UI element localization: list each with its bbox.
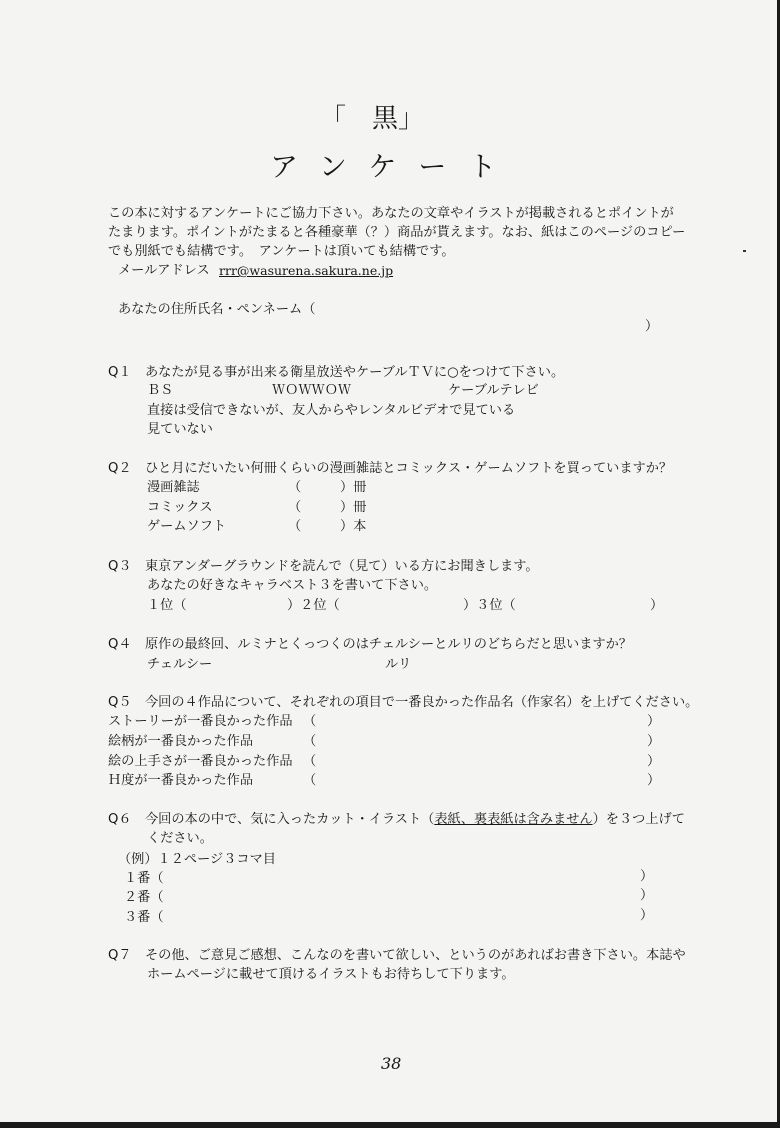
q6-text-underlined: 表紙、裏表紙は含みません bbox=[434, 812, 593, 827]
q3-rank-1: １位（ bbox=[147, 598, 187, 613]
q6-number: Q６ bbox=[108, 812, 132, 827]
q2-open-magazine: （ bbox=[288, 480, 302, 495]
q5-number: Q５ bbox=[108, 695, 132, 710]
intro-line-3: でも別紙でも結構です。 アンケートは頂いても結構です。 bbox=[108, 244, 455, 259]
q5-label-art: 絵柄が一番良かった作品 bbox=[108, 734, 254, 749]
q2-label-magazine: 漫画雑誌 bbox=[147, 480, 200, 495]
page-title: 「 黒」 bbox=[320, 104, 425, 134]
q2-close-games: ）本 bbox=[340, 519, 367, 534]
q6-close-1: ） bbox=[640, 869, 654, 884]
intro-line-2: たまります。ポイントがたまると各種豪華（？）商品が貰えます。なお、紙はこのページのコピー bbox=[108, 225, 686, 240]
intro-line-1: この本に対するアンケートにご協力下さい。あなたの文章やイラストが掲載されるとポイントが bbox=[108, 206, 674, 221]
q3-rank-3: ）３位（ bbox=[463, 598, 516, 613]
q3-rank-close: ） bbox=[650, 598, 664, 613]
scan-edge-bottom bbox=[0, 1122, 780, 1128]
q1-option-wowwow: ＷＯＷＷＯＷ bbox=[272, 383, 352, 398]
q6-item-1: １番（ bbox=[124, 871, 164, 886]
q2-label-games: ゲームソフト bbox=[147, 519, 227, 534]
q1-option-cable: ケーブルテレビ bbox=[448, 383, 539, 398]
q2-close-magazine: ）冊 bbox=[340, 480, 367, 495]
q4-option-chelsea: チェルシー bbox=[147, 657, 213, 672]
q5-open-story: （ bbox=[303, 714, 317, 729]
q7-text-2: ホームページに載せて頂けるイラストもお待ちして下ります。 bbox=[147, 967, 515, 982]
q3-rank-2: ）２位（ bbox=[287, 598, 340, 613]
q5-close-story: ） bbox=[647, 714, 661, 729]
scan-speck bbox=[743, 250, 746, 252]
q5-label-skill: 絵の上手さが一番良かった作品 bbox=[108, 754, 293, 769]
q7-number: Q７ bbox=[108, 948, 132, 963]
q6-example: （例）１２ページ３コマ目 bbox=[118, 852, 276, 867]
q2-open-comics: （ bbox=[288, 500, 302, 515]
q5-close-art: ） bbox=[647, 734, 661, 749]
page-number: 38 bbox=[381, 1054, 402, 1073]
q5-close-skill: ） bbox=[647, 754, 661, 769]
q4-number: Q４ bbox=[108, 637, 132, 652]
q6-text bbox=[145, 808, 685, 827]
q7-text: その他、ご意見ご感想、こんなのを書いて欲しい、というのがあればお書き下さい。本誌や bbox=[145, 948, 686, 963]
q4-text: 原作の最終回、ルミナとくっつくのはチェルシーとルリのどちらだと思いますか？ bbox=[145, 637, 632, 652]
q5-open-h: （ bbox=[303, 773, 317, 788]
q1-option-rental: 直接は受信できないが、友人からやレンタルビデオで見ている bbox=[147, 403, 516, 418]
q2-text: ひと月にだいたい何冊くらいの漫画雑誌とコミックス・ゲームソフトを買っていますか？ bbox=[145, 461, 673, 476]
page-subtitle: アンケート bbox=[270, 150, 519, 183]
q6-close-3: ） bbox=[640, 908, 654, 923]
q1-option-none: 見ていない bbox=[147, 422, 213, 437]
mail-address-link[interactable]: rrr@wasurena.sakura.ne.jp bbox=[219, 263, 394, 278]
q3-text-2: あなたの好きなキャラベスト３を書いて下さい。 bbox=[147, 578, 438, 593]
q6-close-2: ） bbox=[640, 888, 654, 903]
q5-open-skill: （ bbox=[303, 754, 317, 769]
q3-number: Q３ bbox=[108, 559, 132, 574]
q5-text: 今回の４作品について、それぞれの項目で一番良かった作品名（作家名）を上げてください。 bbox=[145, 695, 699, 710]
q4-option-ruri: ルリ bbox=[385, 657, 412, 672]
q5-label-story: ストーリーが一番良かった作品 bbox=[108, 714, 293, 729]
q2-open-games: （ bbox=[288, 519, 302, 534]
q1-text: あなたが見る事が出来る衛星放送やケーブルＴＶに○をつけて下さい。 bbox=[145, 365, 565, 380]
q3-text: 東京アンダーグラウンドを読んで（見て）いる方にお聞きします。 bbox=[145, 559, 539, 574]
q6-item-3: ３番（ bbox=[124, 910, 164, 925]
q2-number: Q２ bbox=[108, 461, 132, 476]
q6-text-a: 今回の本の中で、気に入ったカット・イラスト（ bbox=[145, 812, 435, 827]
q2-label-comics: コミックス bbox=[147, 500, 213, 515]
q1-option-bs: ＢＳ bbox=[147, 383, 174, 398]
q6-text-2: ください。 bbox=[147, 831, 213, 846]
name-address-label: あなたの住所氏名・ペンネーム（ bbox=[118, 302, 316, 317]
q2-close-comics: ）冊 bbox=[340, 500, 367, 515]
q6-text-b: ）を３つ上げて bbox=[592, 812, 685, 827]
mail-label: メールアドレス bbox=[118, 263, 210, 278]
name-close-paren: ） bbox=[645, 319, 659, 334]
q6-item-2: ２番（ bbox=[124, 890, 164, 905]
q1-number: Q１ bbox=[108, 365, 132, 380]
q5-open-art: （ bbox=[303, 734, 317, 749]
q5-label-h: Ｈ度が一番良かった作品 bbox=[108, 773, 254, 788]
q5-close-h: ） bbox=[647, 773, 661, 788]
